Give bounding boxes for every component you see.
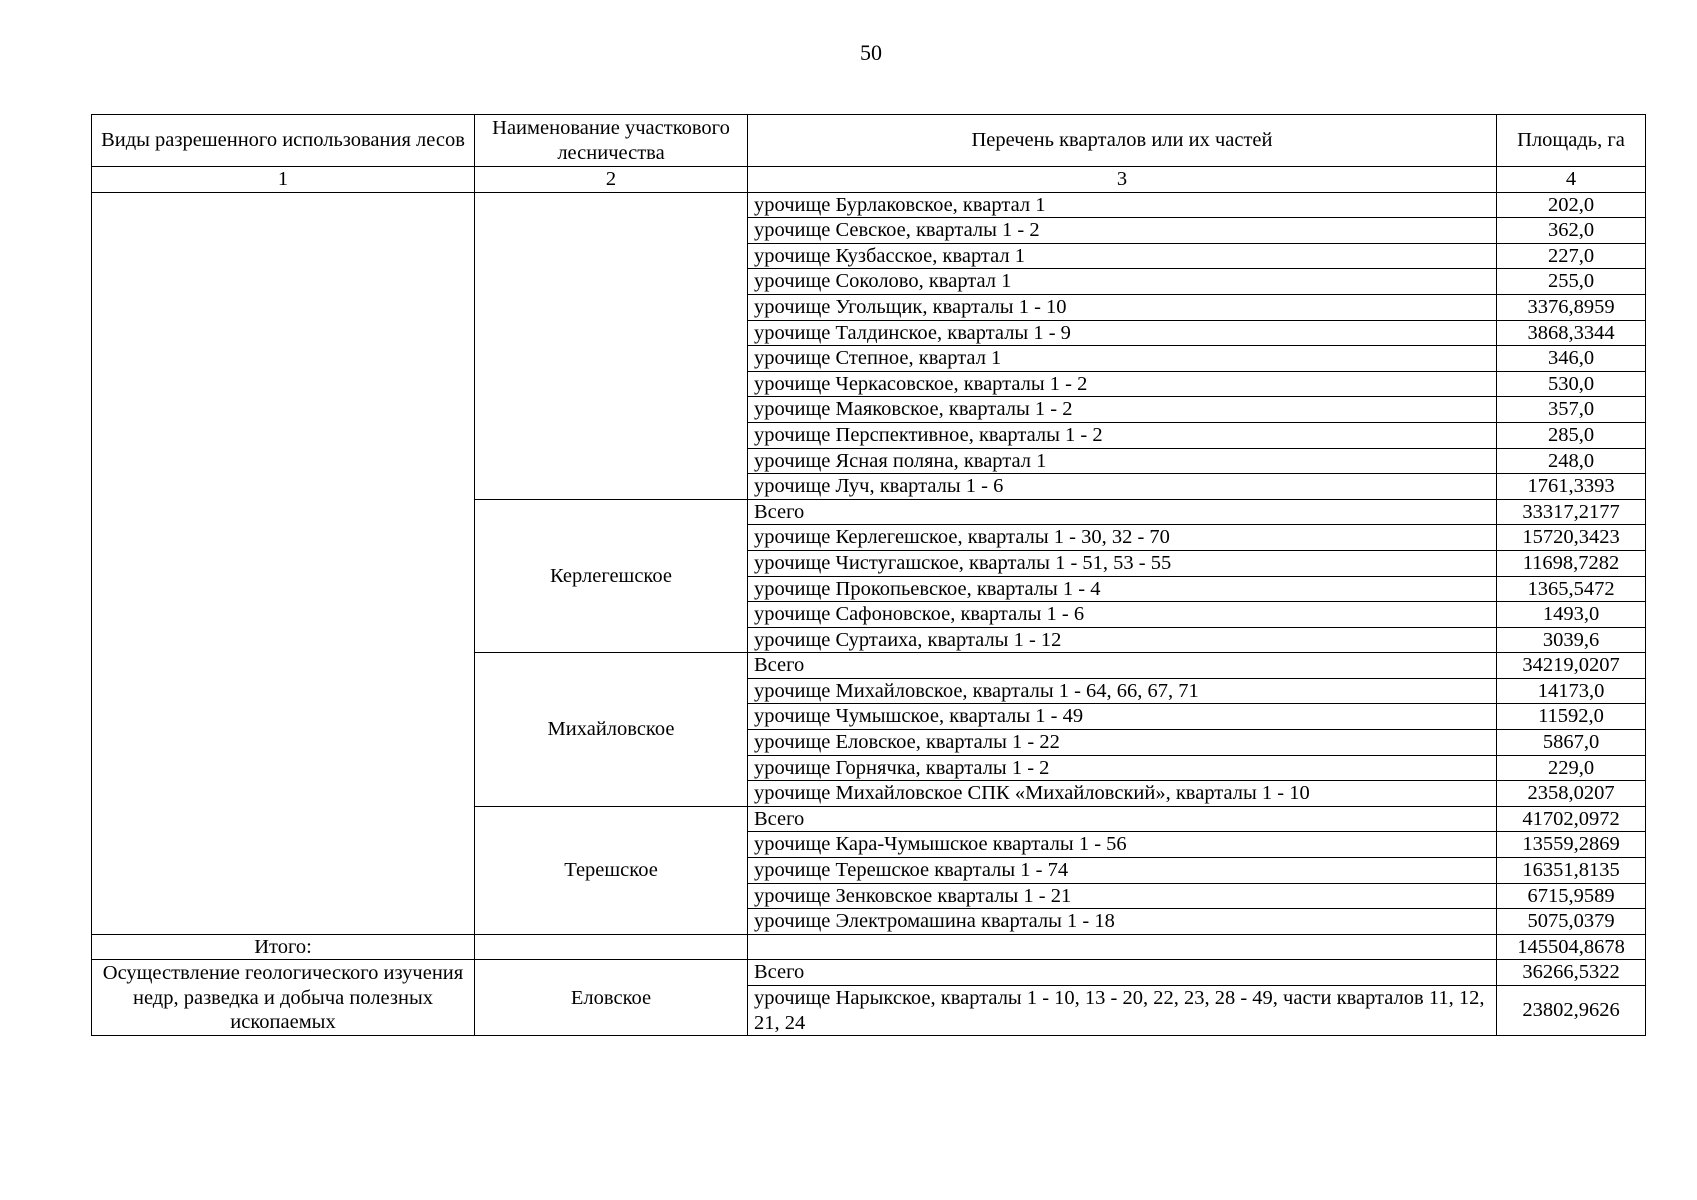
quarters-cell: урочище Степное, квартал 1 — [748, 346, 1497, 372]
area-cell: 14173,0 — [1497, 678, 1646, 704]
total-label: Всего — [748, 499, 1497, 525]
area-cell: 1761,3393 — [1497, 474, 1646, 500]
area-cell: 13559,2869 — [1497, 832, 1646, 858]
area-cell: 248,0 — [1497, 448, 1646, 474]
total-area: 33317,2177 — [1497, 499, 1646, 525]
header-quarters-list: Перечень кварталов или их частей — [748, 115, 1497, 167]
quarters-cell: урочище Луч, кварталы 1 - 6 — [748, 474, 1497, 500]
quarters-cell: урочище Электромашина кварталы 1 - 18 — [748, 909, 1497, 935]
area-cell: 285,0 — [1497, 422, 1646, 448]
column-number: 4 — [1497, 167, 1646, 193]
area-cell: 255,0 — [1497, 269, 1646, 295]
quarters-cell: урочище Прокопьевское, кварталы 1 - 4 — [748, 576, 1497, 602]
quarters-cell: урочище Михайловское СПК «Михайловский», кварталы 1 - 10 — [748, 781, 1497, 807]
area-cell: 1493,0 — [1497, 602, 1646, 628]
area-cell: 3376,8959 — [1497, 294, 1646, 320]
area-cell: 11698,7282 — [1497, 550, 1646, 576]
quarters-cell: урочище Черкасовское, кварталы 1 - 2 — [748, 371, 1497, 397]
area-cell: 3868,3344 — [1497, 320, 1646, 346]
total-area: 36266,5322 — [1497, 960, 1646, 986]
quarters-cell: урочище Сафоновское, кварталы 1 - 6 — [748, 602, 1497, 628]
header-use-type: Виды разрешенного использования лесов — [92, 115, 475, 167]
header-row — [92, 115, 1646, 167]
use-type-geology: Осуществление геологического изучения недр, разведка и добыча полезных ископаемых — [92, 960, 475, 1036]
forestry-name-kerlegesh: Керлегешское — [475, 499, 748, 653]
empty-cell — [748, 934, 1497, 960]
total-label: Всего — [748, 653, 1497, 679]
column-number-row — [92, 167, 1646, 193]
forestry-name-cell — [475, 192, 748, 499]
area-cell: 23802,9626 — [1497, 986, 1646, 1036]
quarters-cell: урочище Керлегешское, кварталы 1 - 30, 32 - 70 — [748, 525, 1497, 551]
quarters-cell: урочище Талдинское, кварталы 1 - 9 — [748, 320, 1497, 346]
area-cell: 1365,5472 — [1497, 576, 1646, 602]
quarters-cell: урочище Терешское кварталы 1 - 74 — [748, 858, 1497, 884]
total-area: 34219,0207 — [1497, 653, 1646, 679]
column-number: 1 — [92, 167, 475, 193]
quarters-cell: урочище Суртаиха, кварталы 1 - 12 — [748, 627, 1497, 653]
area-cell: 6715,9589 — [1497, 883, 1646, 909]
forestry-name-tereshskoe: Терешское — [475, 806, 748, 934]
grand-total-row — [92, 934, 1646, 960]
area-cell: 15720,3423 — [1497, 525, 1646, 551]
quarters-cell: урочище Чумышское, кварталы 1 - 49 — [748, 704, 1497, 730]
quarters-cell: урочище Угольщик, кварталы 1 - 10 — [748, 294, 1497, 320]
header-forestry-name: Наименование участкового лесничества — [475, 115, 748, 167]
total-label: Всего — [748, 960, 1497, 986]
column-number: 2 — [475, 167, 748, 193]
area-cell: 3039,6 — [1497, 627, 1646, 653]
table-row — [92, 192, 1646, 218]
area-cell: 2358,0207 — [1497, 781, 1646, 807]
forest-use-table — [91, 114, 1646, 1036]
area-cell: 5075,0379 — [1497, 909, 1646, 935]
quarters-cell: урочище Перспективное, кварталы 1 - 2 — [748, 422, 1497, 448]
quarters-cell: урочище Маяковское, кварталы 1 - 2 — [748, 397, 1497, 423]
area-cell: 202,0 — [1497, 192, 1646, 218]
area-cell: 5867,0 — [1497, 730, 1646, 756]
quarters-cell: урочище Зенковское кварталы 1 - 21 — [748, 883, 1497, 909]
quarters-cell: урочище Ясная поляна, квартал 1 — [748, 448, 1497, 474]
quarters-cell: урочище Кузбасское, квартал 1 — [748, 243, 1497, 269]
column-number: 3 — [748, 167, 1497, 193]
quarters-cell: урочище Горнячка, кварталы 1 - 2 — [748, 755, 1497, 781]
total-area: 41702,0972 — [1497, 806, 1646, 832]
area-cell: 362,0 — [1497, 218, 1646, 244]
grand-total-label: Итого: — [92, 934, 475, 960]
quarters-cell: урочище Еловское, кварталы 1 - 22 — [748, 730, 1497, 756]
page-number: 50 — [860, 40, 882, 65]
area-cell: 11592,0 — [1497, 704, 1646, 730]
area-cell: 16351,8135 — [1497, 858, 1646, 884]
quarters-cell: урочище Севское, кварталы 1 - 2 — [748, 218, 1497, 244]
area-cell: 357,0 — [1497, 397, 1646, 423]
quarters-cell: урочище Соколово, квартал 1 — [748, 269, 1497, 295]
quarters-cell: урочище Михайловское, кварталы 1 - 64, 66, 67, 71 — [748, 678, 1497, 704]
header-area: Площадь, га — [1497, 115, 1646, 167]
grand-total-area: 145504,8678 — [1497, 934, 1646, 960]
area-cell: 530,0 — [1497, 371, 1646, 397]
area-cell: 229,0 — [1497, 755, 1646, 781]
empty-cell — [475, 934, 748, 960]
forestry-name-mikhailovskoe: Михайловское — [475, 653, 748, 807]
quarters-cell: урочище Кара-Чумышское кварталы 1 - 56 — [748, 832, 1497, 858]
use-type-cell — [92, 192, 475, 934]
quarters-cell: урочище Бурлаковское, квартал 1 — [748, 192, 1497, 218]
area-cell: 227,0 — [1497, 243, 1646, 269]
total-label: Всего — [748, 806, 1497, 832]
quarters-cell: урочище Нарыкское, кварталы 1 - 10, 13 - 20, 22, 23, 28 - 49, части кварталов 11, 12, 21, 24 — [748, 986, 1497, 1036]
forestry-name-elovskoe: Еловское — [475, 960, 748, 1036]
quarters-cell: урочище Чистугашское, кварталы 1 - 51, 53 - 55 — [748, 550, 1497, 576]
total-row — [92, 960, 1646, 986]
area-cell: 346,0 — [1497, 346, 1646, 372]
